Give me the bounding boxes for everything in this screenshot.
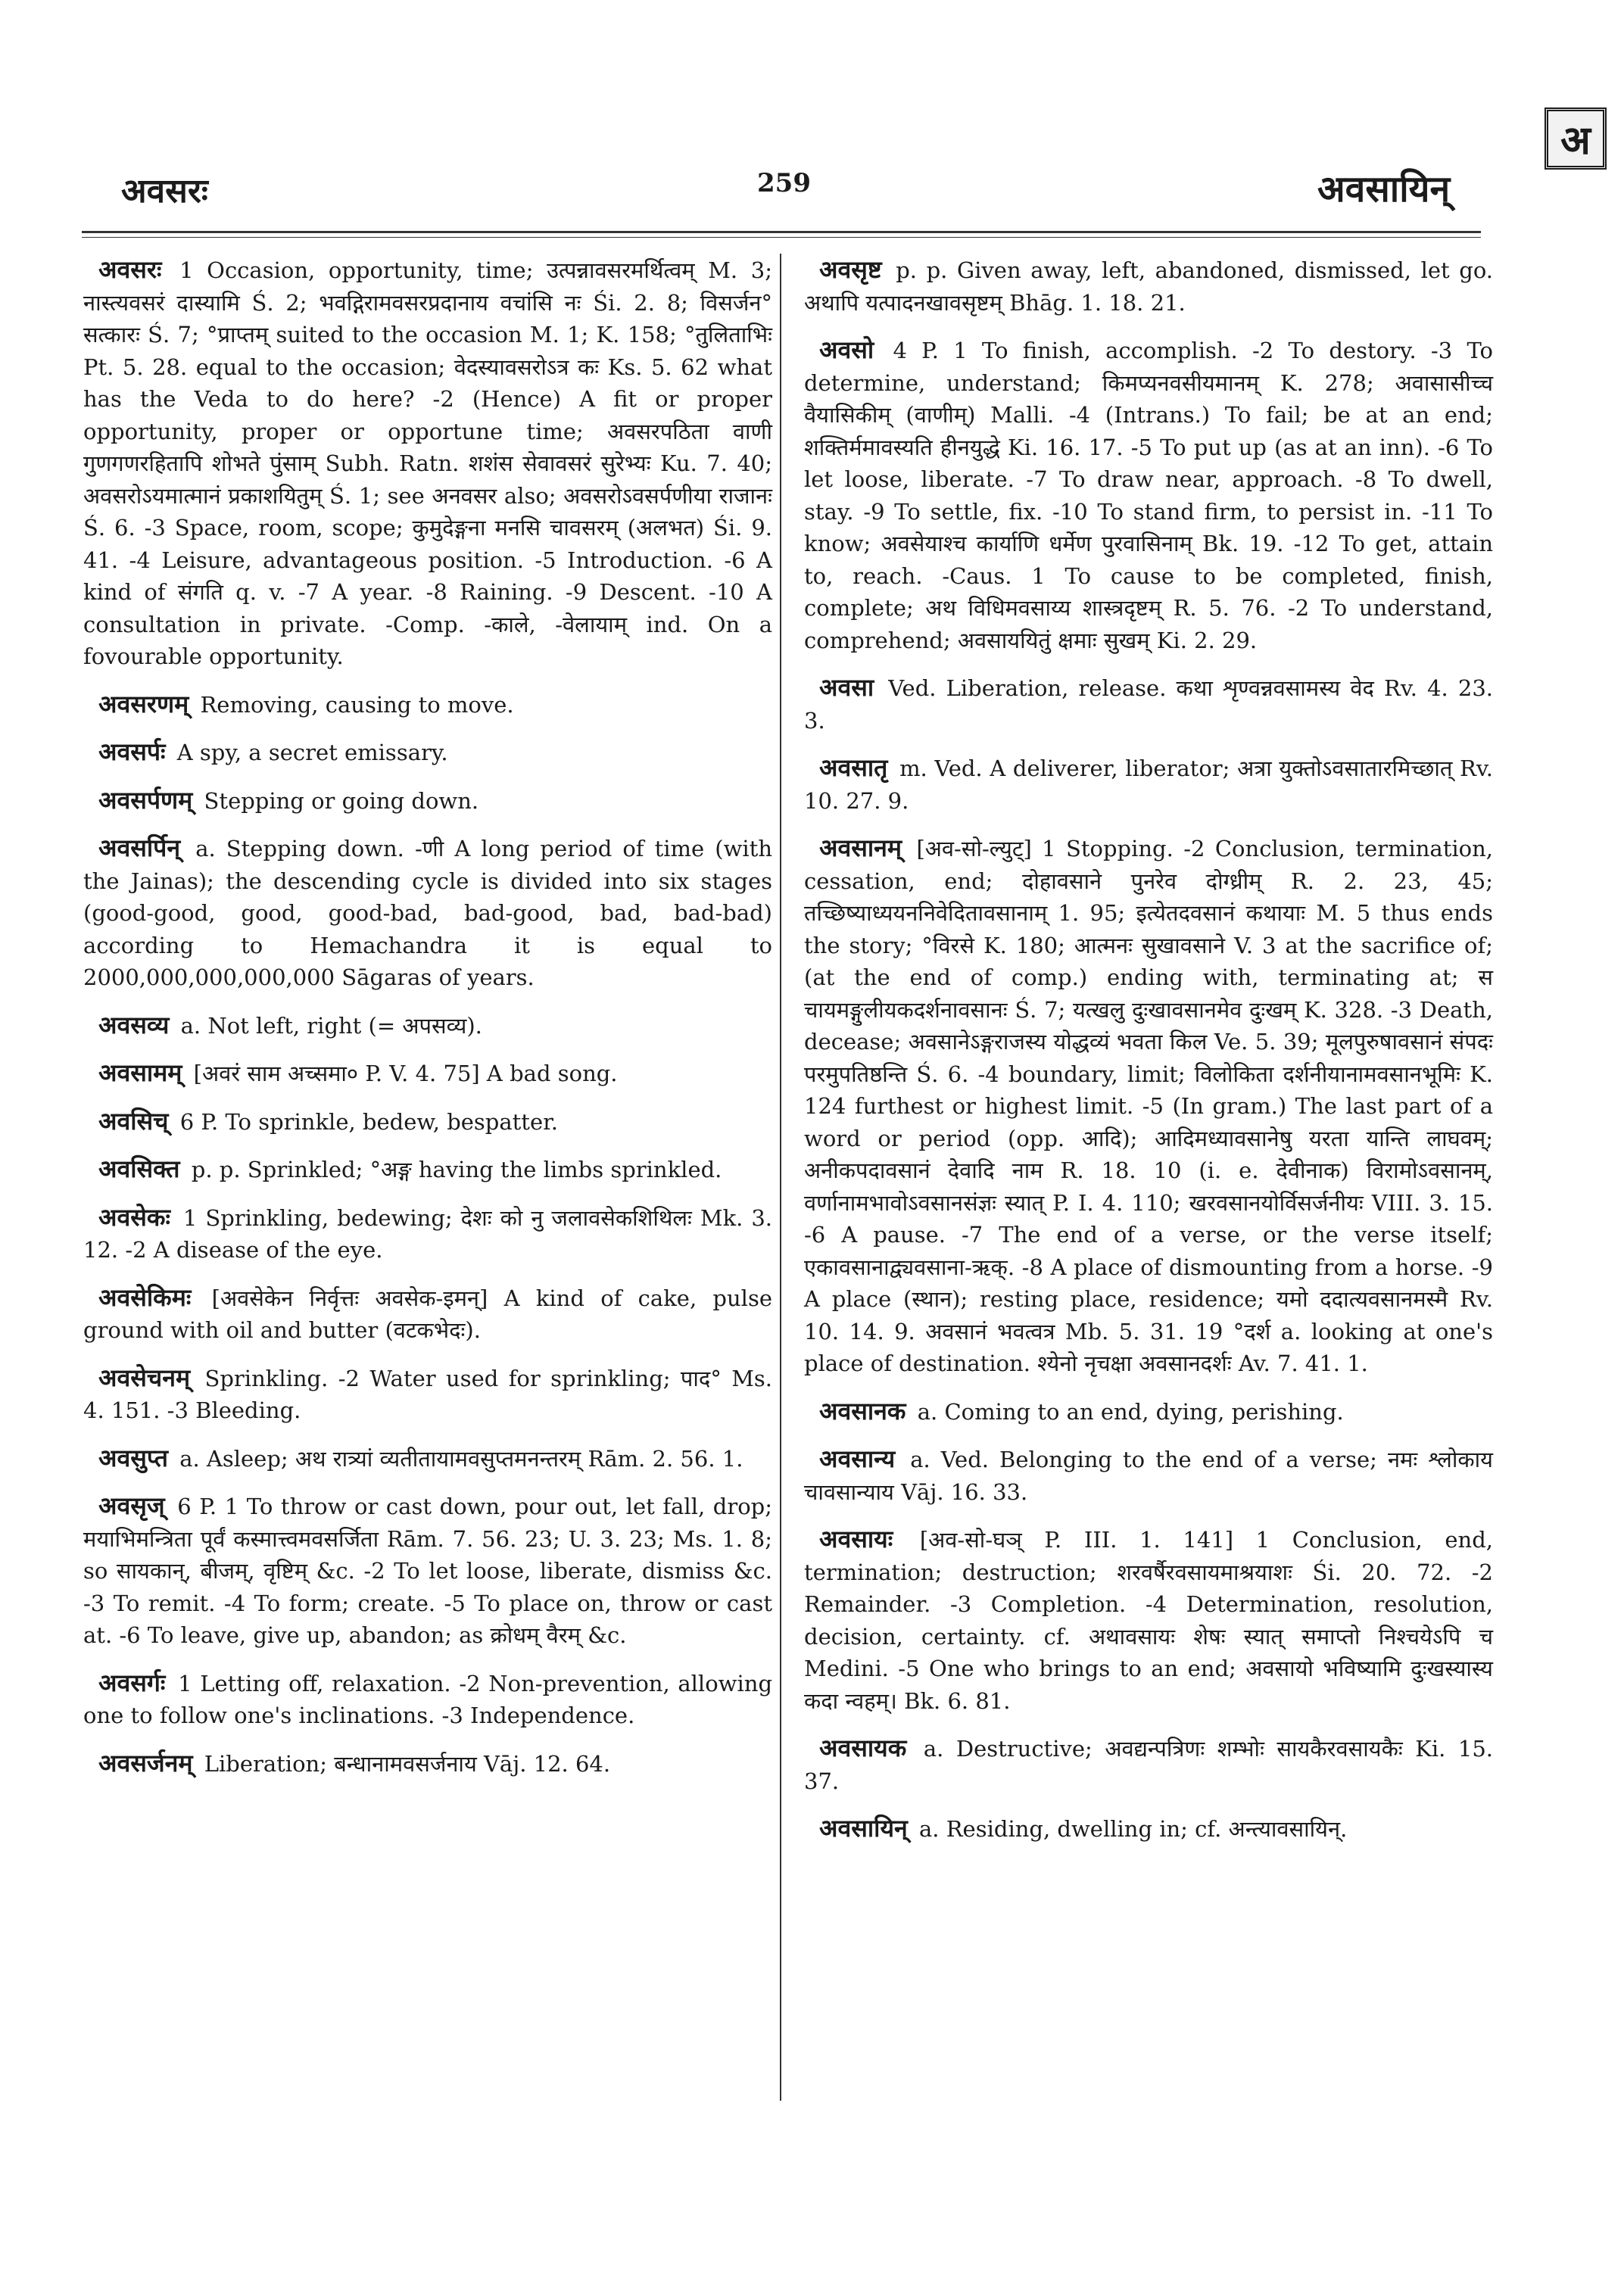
entry-definition: Liberation; बन्धानामवसर्जनाय Vāj. 12. 64. xyxy=(204,1750,611,1777)
entry-headword: अवसुप्त xyxy=(98,1443,168,1472)
entry-headword: अवसर्गः xyxy=(98,1668,166,1697)
entry-headword: अवसायक xyxy=(819,1734,907,1762)
entry-headword: अवसायः xyxy=(819,1525,893,1553)
entry-headword: अवसानक xyxy=(819,1396,906,1425)
dictionary-entry xyxy=(804,1443,1493,1508)
entry-headword: अवसरणम् xyxy=(98,689,189,718)
entry-definition: [अवसेकेन निर्वृत्तः अवसेक-इमन्] A kind of cake, pulse ground with oil and butter (वटकभेदः). xyxy=(83,1285,772,1343)
entry-definition: a. Stepping down. -णी A long period of time (with the Jainas); the descending cycle is divided into six stages (good-good, good, good-bad, bad-good, bad, bad-bad) according to Hemachandra it is equal to 2000,000,000,000,000 Sāgaras of years. xyxy=(83,836,772,990)
entry-definition: m. Ved. A deliverer, liberator; अत्रा युक्तोऽवसातारमिच्छात् Rv. 10. 27. 9. xyxy=(804,756,1494,814)
dictionary-entry xyxy=(83,1490,772,1652)
left-column xyxy=(83,254,772,1795)
dictionary-entry xyxy=(83,736,772,769)
entry-headword: अवसर्पिन् xyxy=(98,833,181,862)
header-rule-thin xyxy=(82,237,1481,238)
entry-headword: अवसर्जनम् xyxy=(98,1748,193,1777)
entry-definition: 6 P. 1 To throw or cast down, pour out, let fall, drop; मयाभिमन्त्रिता पूर्वं कस्मात्त्वमवसर्जिता Rām. 7. 56. 23; U. 3. 23; Ms. 1. 8; so सायकान्, बीजम्, वृष्टिम् &c. -2 To let loose, liberate, dismiss &c. -3 To remit. -4 To form; create. -5 To place on, throw or cast at. -6 To leave, give up, abandon; as क्रोधम् वैरम् &c. xyxy=(83,1494,773,1648)
dictionary-entry xyxy=(83,1057,772,1090)
dictionary-entry xyxy=(83,1747,772,1781)
entry-headword: अवसर्पणम् xyxy=(98,785,193,815)
dictionary-entry xyxy=(804,334,1493,656)
entry-headword: अवसामम् xyxy=(98,1058,182,1087)
entry-headword: अवसानम् xyxy=(819,833,902,862)
running-head-right: अवसायिन् xyxy=(1317,168,1451,210)
dictionary-entry xyxy=(83,1153,772,1186)
dictionary-entry xyxy=(83,1105,772,1139)
entry-headword: अवसरः xyxy=(98,255,162,284)
entry-headword: अवसृष्ट xyxy=(819,255,882,284)
entry-headword: अवसा xyxy=(819,673,874,702)
dictionary-entry xyxy=(83,1282,772,1347)
thumb-index-tab: अ xyxy=(1545,107,1607,170)
entry-definition: Ved. Liberation, release. कथा शृण्वन्नवसामस्य वेद Rv. 4. 23. 3. xyxy=(804,675,1493,734)
dictionary-entry xyxy=(83,1009,772,1042)
entry-definition: Sprinkling. -2 Water used for sprinkling; पाद° Ms. 4. 151. -3 Bleeding. xyxy=(83,1365,773,1423)
right-column xyxy=(804,254,1493,1861)
dictionary-entry xyxy=(83,1667,772,1732)
dictionary-entry xyxy=(83,784,772,818)
entry-definition: A spy, a secret emissary. xyxy=(176,740,448,765)
dictionary-entry xyxy=(83,1201,772,1266)
running-head-left: अवसरः xyxy=(121,172,208,210)
entry-headword: अवसिच् xyxy=(98,1106,169,1136)
entry-definition: p. p. Given away, left, abandoned, dismissed, let go. अथापि यत्पादनखावसृष्टम् Bhāg. 1. 18. 21. xyxy=(804,257,1494,316)
dictionary-entry xyxy=(804,254,1493,319)
entry-definition: 4 P. 1 To finish, accomplish. -2 To destory. -3 To determine, understand; किमप्यनवसीयमानम् K. 278; अवासासीच्च वैयासिकीम् (वाणीम्) Malli. -4 (Intrans.) To fail; be at an end; शक्तिर्ममावस्यति हीनयुद्धे Ki. 16. 17. -5 To put up (as at an inn). -6 To let loose, liberate. -7 To draw near, approach. -8 To dwell, stay. -9 To settle, fix. -10 To stand firm, to persist in. -11 To know; अवसेयाश्च कार्याणि धर्मेण पुरवासिनाम् Bk. 19. -12 To get, attain to, reach. -Caus. 1 To cause to be completed, finish, complete; अथ विधिमवसाय्य शास्त्रदृष्टम् R. 5. 76. -2 To understand, comprehend; अवसाययितुं क्षमाः सुखम् Ki. 2. 29. xyxy=(804,338,1493,653)
entry-headword: अवसेकः xyxy=(98,1202,170,1232)
dictionary-entry xyxy=(804,1732,1493,1797)
entry-definition: [अवरं साम अच्समा० P. V. 4. 75] A bad song. xyxy=(193,1061,618,1086)
dictionary-entry xyxy=(83,832,772,994)
entry-definition: a. Residing, dwelling in; cf. अन्त्यावसायिन्. xyxy=(919,1816,1348,1842)
entry-definition: 1 Sprinkling, bedewing; देशः को नु जलावसेकशिथिलः Mk. 3. 12. -2 A disease of the eye. xyxy=(83,1204,772,1263)
entry-definition: a. Ved. Belonging to the end of a verse; नमः श्लोकाय चावसान्याय Vāj. 16. 33. xyxy=(804,1447,1494,1505)
entry-definition: 6 P. To sprinkle, bedew, bespatter. xyxy=(179,1108,559,1135)
dictionary-entry xyxy=(83,1362,772,1427)
dictionary-entry xyxy=(804,671,1493,737)
entry-headword: अवसव्य xyxy=(98,1010,170,1039)
dictionary-entry xyxy=(804,1395,1493,1428)
page-number: 259 xyxy=(757,168,811,198)
entry-definition: 1 Occasion, opportunity, time; उत्पन्नावसरमर्थित्वम् M. 3; नास्त्यवसरं दास्यामि Ś. 2; भवद्गिरामवसरप्रदानाय वचांसि नः Śi. 2. 8; विसर्जन° सत्कारः Ś. 7; °प्राप्तम् suited to the occasion M. 1; K. 158; °तुलिताभिः Pt. 5. 28. equal to the occasion; वेदस्यावसरोऽत्र कः Ks. 5. 62 what has the Veda to do here? -2 (Hence) A fit or proper opportunity, proper or opportune time; अवसरपठिता वाणी गुणगणरहितापि शोभते पुंसाम् Subh. Ratn. शशंस सेवावसरं सुरेभ्यः Ku. 7. 40; अवसरोऽयमात्मानं प्रकाशयितुम् Ś. 1; see अनवसर also; अवसरोऽवसर्पणीया राजानः Ś. 6. -3 Space, room, scope; कुमुदेङ्गना मनसि चावसरम् (अलभत) Śi. 9. 41. -4 Leisure, advantageous position. -5 Introduction. -6 A kind of संगति q. v. -7 A year. -8 Raining. -9 Descent. -10 A consultation in private. -Comp. -काले, -वेलायाम् ind. On a fovourable opportunity. xyxy=(83,257,772,669)
entry-headword: अवसो xyxy=(819,335,874,364)
dictionary-entry xyxy=(804,832,1493,1380)
dictionary-entry xyxy=(804,1812,1493,1846)
entry-headword: अवसर्पः xyxy=(98,737,166,766)
entry-headword: अवसेकिमः xyxy=(98,1282,192,1312)
entry-definition: [अव-सो-ल्युट्] 1 Stopping. -2 Conclusion, termination, cessation, end; दोहावसाने पुनरेव दोग्ध्रीम् R. 2. 23, 45; तच्छिष्याध्ययननिवेदितावसानाम् 1. 95; इत्येतदवसानं कथायाः M. 5 thus ends the story; °विरसे K. 180; आत्मनः सुखावसाने V. 3 at the sacrifice of; (at the end of comp.) ending with, terminating at; स चायमङ्गुलीयकदर्शनावसानः Ś. 7; यत्खलु दुःखावसानमेव दुःखम् K. 328. -3 Death, decease; अवसानेऽङ्गराजस्य योद्धव्यं भवता किल Ve. 5. 39; मूलपुरुषावसानं संपदः परमुपतिष्ठन्ति Ś. 6. -4 boundary, limit; विलोकिता दर्शनीयानामवसानभूमिः K. 124 furthest or highest limit. -5 (In gram.) The last part of a word or period (opp. आदि); आदिमध्यावसानेषु यरता यान्ति लाघवम्; अनीकपदावसानं देवादि नाम R. 18. 10 (i. e. देवीनाक) विरामोऽवसानम्, वर्णानामभावोऽवसानसंज्ञः स्यात् P. I. 4. 110; खरवसानयोर्विसर्जनीयः VIII. 3. 15. -6 A pause. -7 The end of a verse, or the verse itself; एकावसानाद्व्यवसाना-ऋक्. -8 A place of dismounting from a horse. -9 A place (स्थान); resting place, residence; यमो ददात्यवसानमस्मै Rv. 10. 14. 9. अवसानं भवत्वत्र Mb. 5. 31. 19 °दर्श a. looking at one's place of destination. श्येनो नृचक्षा अवसानदर्शः Av. 7. 41. 1. xyxy=(804,836,1493,1376)
header-rule xyxy=(82,231,1481,233)
entry-headword: अवसातृ xyxy=(819,753,888,782)
dictionary-entry xyxy=(804,1523,1493,1717)
entry-definition: p. p. Sprinkled; °अङ्ग having the limbs sprinkled. xyxy=(191,1157,722,1182)
entry-definition: Removing, causing to move. xyxy=(200,691,514,718)
dictionary-entry xyxy=(83,254,772,673)
entry-definition: a. Destructive; अवद्यन्पत्रिणः शम्भोः सायकैरवसायकैः Ki. 15. 37. xyxy=(804,1736,1493,1794)
entry-headword: अवसायिन् xyxy=(819,1814,908,1843)
entry-definition: a. Asleep; अथ रात्र्यां व्यतीतायामवसुप्तमनन्तरम् Rām. 2. 56. 1. xyxy=(179,1445,743,1472)
entry-definition: a. Not left, right (= अपसव्य). xyxy=(180,1012,482,1039)
entry-headword: अवसेचनम् xyxy=(98,1363,191,1392)
dictionary-entry xyxy=(83,688,772,721)
entry-definition: Stepping or going down. xyxy=(204,787,479,814)
entry-headword: अवसिक्त xyxy=(98,1154,180,1183)
entry-definition: [अव-सो-घञ् P. III. 1. 141] 1 Conclusion, end, termination; destruction; शरवर्षैरवसायमाश्रयाशः Śi. 20. 72. -2 Remainder. -3 Completion. -4 Determination, resolution, decision, certainty. cf. अथावसायः शेषः स्यात् समाप्तो निश्चयेऽपि च Medini. -5 One who brings to an end; अवसायो भविष्यामि दुःखस्यास्य कदा न्वहम्। Bk. 6. 81. xyxy=(804,1527,1493,1714)
dictionary-entry xyxy=(804,752,1493,817)
entry-definition: a. Coming to an end, dying, perishing. xyxy=(917,1398,1344,1425)
entry-definition: 1 Letting off, relaxation. -2 Non-prevention, allowing one to follow one's inclinations. -3 Independence. xyxy=(83,1670,773,1728)
column-divider xyxy=(780,254,781,2101)
entry-headword: अवसान्य xyxy=(819,1444,896,1473)
entry-headword: अवसृज् xyxy=(98,1491,165,1520)
dictionary-entry xyxy=(83,1442,772,1475)
